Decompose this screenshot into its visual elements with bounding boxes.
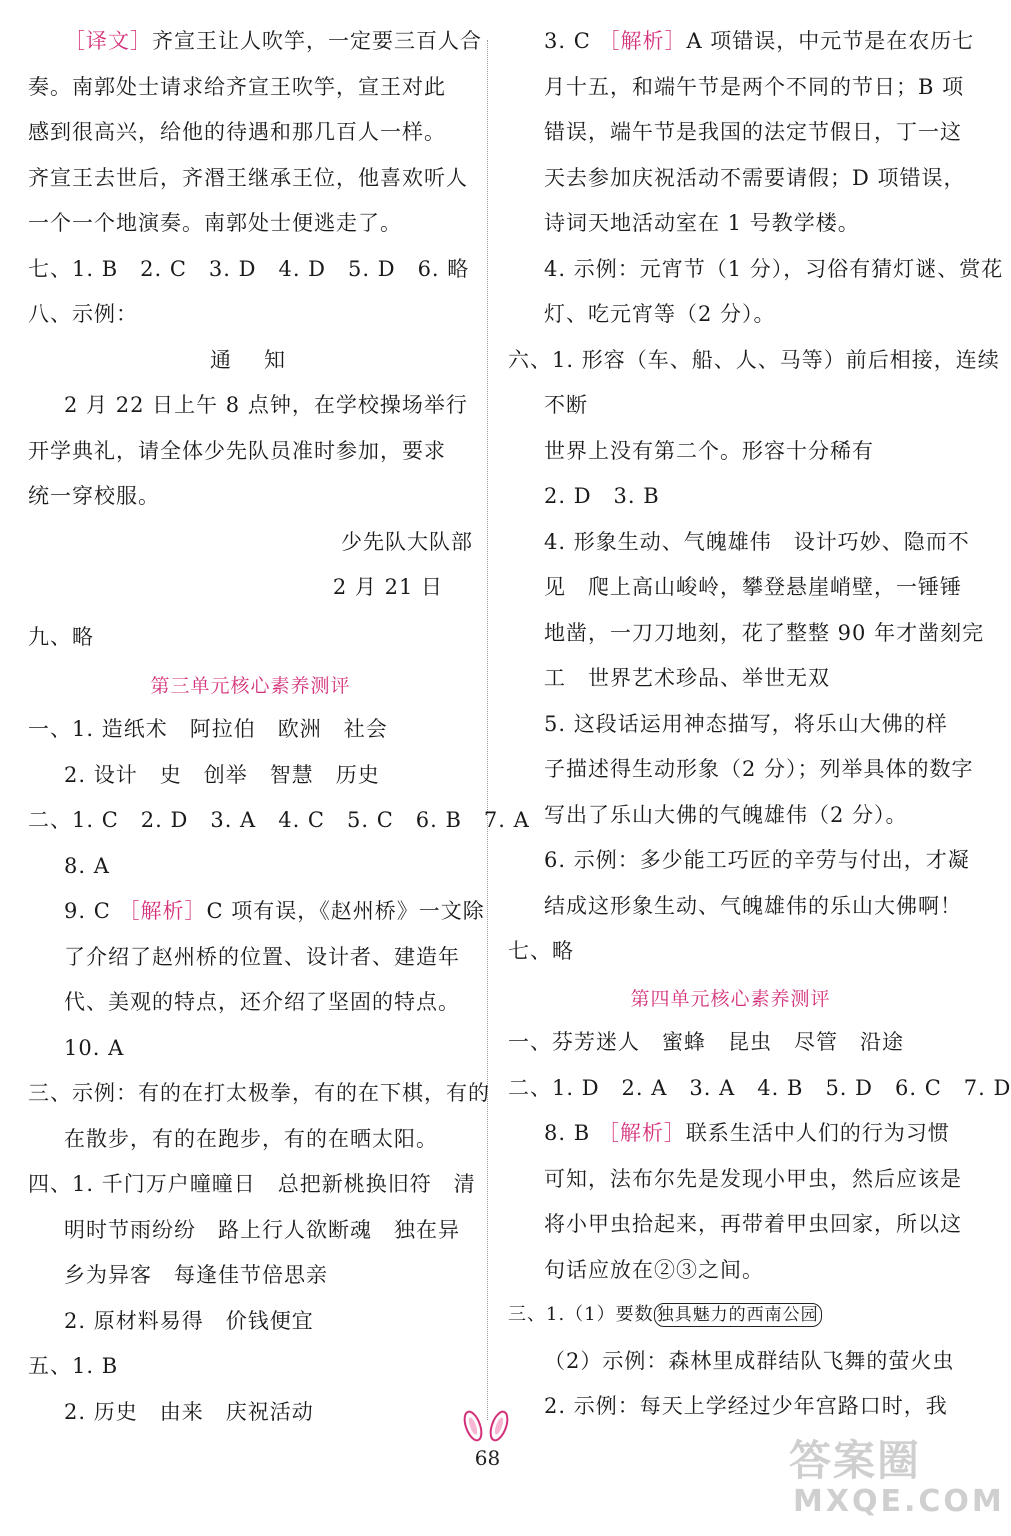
answer-q9: 九、略 <box>28 625 94 649</box>
yiwen-line-3: 感到很高兴，给他的待遇和那几百人一样。 <box>28 120 446 144</box>
u3-q4-line-1: 四、1. 千门万户曈曈日 总把新桃换旧符 清 <box>28 1172 476 1196</box>
jiexi-tag: ［解析］ <box>118 899 207 923</box>
r-q6-4-line-3: 地凿，一刀刀地刻，花了整整 90 年才凿刻完 <box>544 621 985 645</box>
answer-q7: 七、1. B 2. C 3. D 4. D 5. D 6. 略 <box>28 257 470 281</box>
yiwen-line-2: 奏。南郭处士请求给齐宣王吹竽，宣王对此 <box>28 75 446 99</box>
r-q7: 七、略 <box>508 939 574 963</box>
u4-q3-1-line-2: （2）示例：森林里成群结队飞舞的萤火虫 <box>544 1349 955 1373</box>
watermark <box>779 1422 1005 1532</box>
watermark-text: 答案圈 <box>789 1436 922 1485</box>
r-q6-6-line-2: 结成这形象生动、气魄雄伟的乐山大佛啊！ <box>544 894 962 918</box>
r-q3-line-1: 3. C ［解析］A 项错误，中元节是在农历七 <box>544 29 975 53</box>
r-q6-1-line-1: 六、1. 形容（车、船、人、马等）前后相接，连续 <box>508 348 1000 372</box>
notice-title: 通 知 <box>210 348 291 372</box>
u3-q2-9-line-3: 代、美观的特点，还介绍了坚固的特点。 <box>64 990 460 1014</box>
page-number: 68 <box>474 1446 501 1470</box>
unit3-title: 第三单元核心素养测评 <box>150 675 351 697</box>
column-divider <box>487 40 488 1420</box>
u4-q2-8-line-2: 可知，法布尔先是发现小甲虫，然后应该是 <box>544 1167 962 1191</box>
r-q3-line-4: 天去参加庆祝活动不需要请假；D 项错误， <box>544 166 966 190</box>
u3-q4-2: 2. 原材料易得 价钱便宜 <box>64 1309 314 1333</box>
yiwen-line-5: 一个一个地演奏。南郭处士便逃走了。 <box>28 211 402 235</box>
unit4-title: 第四单元核心素养测评 <box>630 988 831 1010</box>
r-q6-2: 2. D 3. B <box>544 484 660 508</box>
u3-q1-1: 一、1. 造纸术 阿拉伯 欧洲 社会 <box>28 717 388 741</box>
u4-q2-8-line-4: 句话应放在②③之间。 <box>544 1258 764 1282</box>
r-q4-line-1: 4. 示例：元宵节（1 分），习俗有猜灯谜、赏花 <box>544 257 1004 281</box>
r-q6-4-line-2: 见 爬上高山峻岭，攀登悬崖峭壁，一锤锤 <box>544 575 962 599</box>
jiexi-tag: ［解析］ <box>597 1121 686 1145</box>
u4-q3-2: 2. 示例：每天上学经过少年宫路口时，我 <box>544 1394 948 1418</box>
u3-q2-9-line-1: 9. C ［解析］C 项有误，《赵州桥》一文除 <box>64 899 485 923</box>
u3-q4-line-2: 明时节雨纷纷 路上行人欲断魂 独在异 <box>64 1218 460 1242</box>
circled-answer: 独具魅力的西南公园 <box>654 1303 822 1327</box>
u3-q1-2: 2. 设计 史 创举 智慧 历史 <box>64 763 380 787</box>
yiwen-line-4: 齐宣王去世后，齐湣王继承王位，他喜欢听人 <box>28 166 468 190</box>
u4-q2: 二、1. D 2. A 3. A 4. B 5. D 6. C 7. D <box>508 1076 1011 1100</box>
u4-q2-8-line-1: 8. B ［解析］联系生活中人们的行为习惯 <box>544 1121 950 1145</box>
u3-q2-8: 8. A <box>64 854 110 878</box>
u3-q2: 二、1. C 2. D 3. A 4. C 5. C 6. B 7. A <box>28 808 530 832</box>
u3-q2-10: 10. A <box>64 1036 125 1060</box>
yiwen-line-1: ［译文］齐宣王让人吹竽，一定要三百人合 <box>64 29 482 53</box>
u3-q2-9-line-2: 了介绍了赵州桥的位置、设计者、建造年 <box>64 945 460 969</box>
u3-q3-line-1: 三、示例：有的在打太极拳，有的在下棋，有的 <box>28 1081 490 1105</box>
notice-sign: 少先队大队部 <box>341 530 473 554</box>
r-q6-4-line-1: 4. 形象生动、气魄雄伟 设计巧妙、隐而不 <box>544 530 970 554</box>
notice-body-3: 统一穿校服。 <box>28 484 160 508</box>
r-q3-line-3: 错误，端午节是我国的法定节假日，丁一这 <box>544 120 962 144</box>
notice-body-2: 开学典礼，请全体少先队员准时参加，要求 <box>28 439 446 463</box>
r-q6-1-line-2: 不断 <box>544 393 588 417</box>
r-q3-line-5: 诗词天地活动室在 1 号教学楼。 <box>544 211 860 235</box>
r-q6-6-line-1: 6. 示例：多少能工巧匠的辛劳与付出，才凝 <box>544 848 970 872</box>
u3-q5-2: 2. 历史 由来 庆祝活动 <box>64 1400 314 1424</box>
answer-q8: 八、示例： <box>28 302 138 326</box>
r-q6-5-line-3: 写出了乐山大佛的气魄雄伟（2 分）。 <box>544 803 908 827</box>
r-q4-line-2: 灯、吃元宵等（2 分）。 <box>544 302 776 326</box>
u3-q5-1: 五、1. B <box>28 1354 119 1378</box>
r-q6-4-line-4: 工 世界艺术珍品、举世无双 <box>544 666 830 690</box>
u3-q3-line-2: 在散步，有的在跑步，有的在晒太阳。 <box>64 1127 438 1151</box>
notice-body-1: 2 月 22 日上午 8 点钟，在学校操场举行 <box>64 393 468 417</box>
u3-q4-line-3: 乡为异客 每逢佳节倍思亲 <box>64 1263 328 1287</box>
u4-q3-1-line-1: 三、1.（1）要数 独具魅力的西南公园 <box>508 1300 822 1330</box>
u4-q1: 一、芬芳迷人 蜜蜂 昆虫 尽管 沿途 <box>508 1030 904 1054</box>
u4-q2-8-line-3: 将小甲虫拾起来，再带着甲虫回家，所以这 <box>544 1212 962 1236</box>
watermark-url: MXQE.COM <box>793 1484 1005 1519</box>
notice-date: 2 月 21 日 <box>332 575 443 599</box>
jiexi-tag: ［解析］ <box>598 29 687 53</box>
r-q3-line-2: 月十五，和端午节是两个不同的节日；B 项 <box>544 75 965 99</box>
yiwen-tag: ［译文］ <box>64 29 152 53</box>
r-q6-5-line-1: 5. 这段话运用神态描写，将乐山大佛的样 <box>544 712 948 736</box>
r-q6-1-line-3: 世界上没有第二个。形容十分稀有 <box>544 439 874 463</box>
r-q6-5-line-2: 子描述得生动形象（2 分）；列举具体的数字 <box>544 757 974 781</box>
